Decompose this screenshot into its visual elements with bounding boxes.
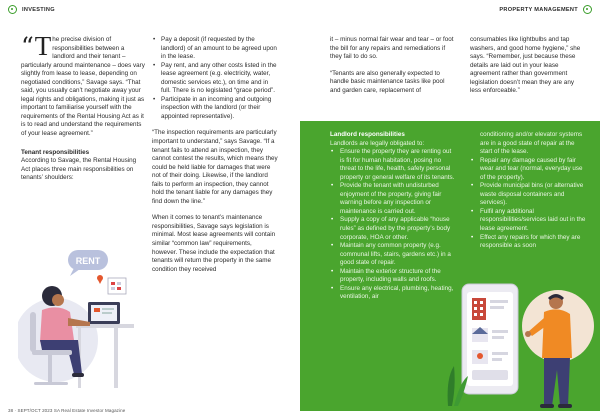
- intro-text: he precise division of responsibilities between a landlord and their tenant – particularly around maintenance – does vary slightly from lease to lease, depending on negotiated conditions,” Savage says. “That said, you usually can’t negotiate away your legal rights and obligations, making it just as important to familiarise yourself with the requirements of the Rental Housing Act as it is to read and understand the requirements of your lease agreement.”: [21, 36, 145, 138]
- list-item: • Pay a deposit (if requested by the landlord) of an amount to be agreed upon in the lease.: [161, 36, 278, 62]
- tenant-intro: According to Savage, the Rental Housing Act places three main responsibilities on tenants’ shoulders:: [21, 157, 137, 182]
- paragraph: it – minus normal fair wear and tear – or foot the bill for any repairs and remediations if they fail to do so.: [330, 36, 454, 61]
- tenant-bullet-list: [152, 36, 278, 121]
- list-item: • Effect any repairs for which they are responsible as soon: [480, 234, 586, 251]
- list-item: • Pay rent, and any other costs listed in the lease agreement (e.g. electricity, water, domestic services etc.), on time and in full. There is no legislated “grace period”.: [161, 62, 278, 96]
- list-item: • Ensure the property they are renting out is fit for human habitation, posing no threat to the life, health, safety personal property or general welfare of its tenants.: [340, 148, 456, 182]
- page-footer: 38 · SEPT/OCT 2023 SA Real Estate Investor Magazine: [8, 408, 126, 413]
- article-column-3: [330, 36, 456, 95]
- maintenance-paragraph: When it comes to tenant’s maintenance responsibilities, Savage says legislation is minimal. Most lease agreements will contain similar “common law” requirements, however. These include the expectation that tenants will return the property in the same condition they received: [152, 214, 276, 273]
- phone-and-man-illustration: [440, 278, 600, 413]
- landlord-column-left: [330, 131, 456, 302]
- list-item: • Provide municipal bins (or alternative waste disposal containers and services).: [480, 182, 586, 208]
- landlord-heading: Landlord responsibilities: [330, 131, 405, 138]
- intro-paragraph: [21, 31, 145, 139]
- section-label-right: PROPERTY MANAGEMENT: [499, 7, 578, 13]
- list-item: • Provide the tenant with undisturbed enjoyment of the property, giving fair warning before any inspection or maintenance is carried out.: [340, 182, 456, 216]
- magazine-logo-icon-right: [583, 5, 592, 14]
- tenant-heading: Tenant responsibilities: [21, 148, 90, 156]
- list-item: • Repair any damage caused by fair wear and tear (normal, everyday use of the property).: [480, 157, 586, 183]
- list-item: • Ensure any electrical, plumbing, heating, ventilation, air: [340, 285, 456, 302]
- inspection-paragraph: “The inspection requirements are particularly important to understand,” says Savage. “If a tenant fails to attend an inspection, they cannot contest the results, which means they could be held liable for damages that were not of their doing. Likewise, if the landlord fails to perform an inspection, they cannot hold the tenant liable for any damages they find down the line.”: [152, 129, 278, 205]
- list-item: • Maintain any common property (e.g. communal lifts, stairs, gardens etc.) in a good state of repair.: [340, 242, 456, 268]
- article-column-4: [470, 36, 586, 96]
- article-column-1: [21, 31, 145, 183]
- landlord-intro: Landlords are legally obligated to:: [330, 139, 425, 147]
- plant-icon: [448, 366, 455, 406]
- section-label: INVESTING: [22, 7, 55, 13]
- list-item: • Fulfil any additional responsibilities/services laid out in the lease agreement.: [480, 208, 586, 234]
- quote-mark: “: [21, 32, 34, 61]
- list-item: • Participate in an incoming and outgoing inspection with the landlord (or their appointed representative).: [161, 96, 278, 122]
- article-column-2: [152, 36, 278, 274]
- drop-cap: T: [34, 31, 52, 61]
- continuation-text: conditioning and/or elevator systems are in a good state of repair at the start of the lease.: [480, 131, 583, 156]
- location-pin-icon: [477, 353, 483, 359]
- rent-label: RENT: [75, 256, 101, 266]
- list-item: • Maintain the exterior structure of the property, including walls and roofs.: [340, 268, 456, 285]
- magazine-logo-icon: [8, 5, 17, 14]
- landlord-bullet-list: [330, 148, 456, 302]
- paragraph: consumables like lightbulbs and tap washers, and good home hygiene,” she says. “Remember, just because these details are laid out in your lease agreement rather than government legislation doesn’t mean they are any less enforceable.”: [470, 36, 581, 95]
- landlord-column-right: [470, 131, 586, 251]
- list-item: • Supply a copy of any applicable “house rules” as defined by the property’s body corporate, HOA or other.: [340, 216, 456, 242]
- paragraph: “Tenants are also generally expected to handle basic maintenance tasks like pool and garden care, replacement of: [330, 69, 445, 94]
- woman-at-laptop-illustration: [18, 242, 138, 407]
- landlord-bullet-list-continued: [470, 157, 586, 251]
